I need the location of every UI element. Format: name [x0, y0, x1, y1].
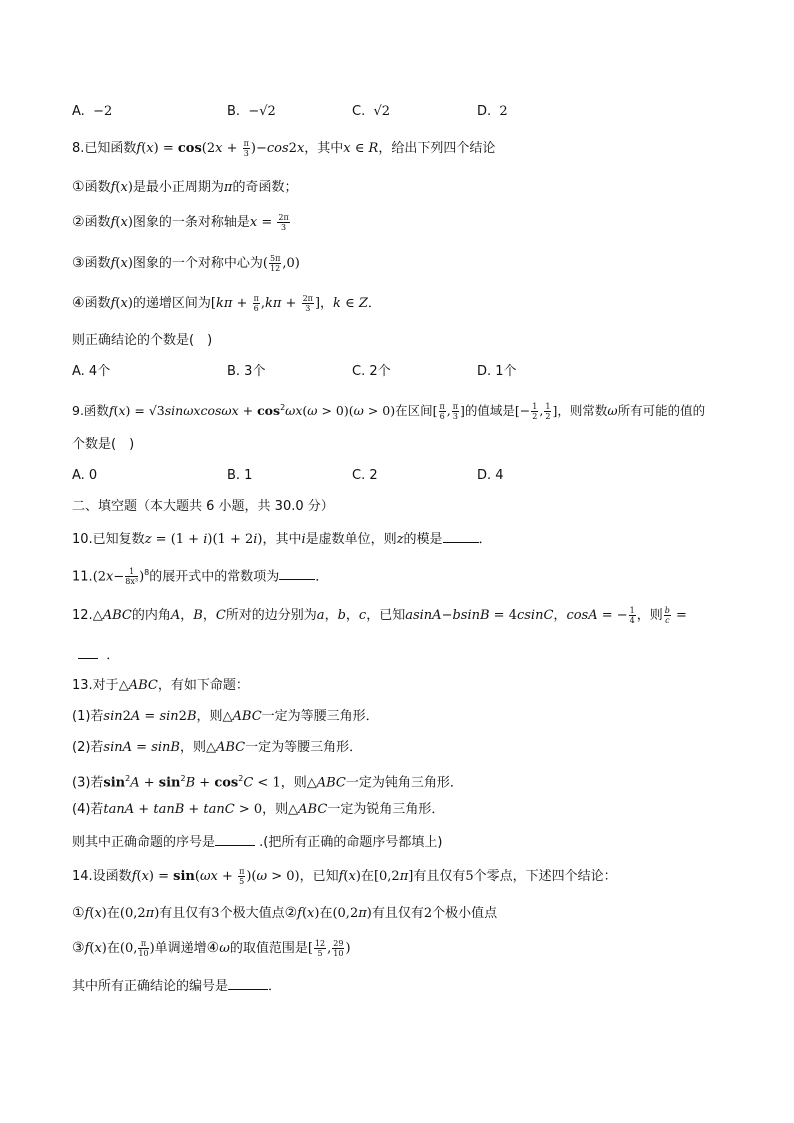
q14-stem: 14.设函数f(x) = sin(ωx + $\frac{\pi}{5}$ )(ω > 0)，已知f(x)在[0,2π]有且仅有5个零点，下述四个结论：: [72, 867, 617, 886]
q13-prop-1: (1)若sin2A = sin2B，则△ABC一定为等腰三角形．: [72, 709, 379, 724]
q12: 12.△ABC的内角A，B，C所对的边分别为a，b，c，已知asinA−bsinB = 4csinC，cosA = − $\frac{1}{4}$ ，则 $\frac{b}{c}$ =: [72, 606, 687, 625]
q13-stem: 13.对于△ABC，有如下命题：: [72, 678, 249, 693]
q10: 10.已知复数z = (1 + i)(1 + 2i)，其中i是虚数单位，则z的模是 ．: [72, 528, 492, 550]
q13-prop-4: (4)若tanA + tanB + tanC > 0，则△ABC一定为锐角三角形．: [72, 802, 445, 817]
q13-prop-3: (3)若$\sin^2A + \sin^2B + \cos^2C < 1$，则△ABC一定为钝角三角形．: [72, 774, 463, 791]
q7-option-c: C. √2: [352, 104, 391, 119]
q12-answer-blank: ．: [78, 644, 119, 666]
q14-conclusions-3-4: ③f(x)在(0, $\frac{\pi}{10}$ )单调递增④ω的取值范围是[ $\frac{12}{5}$ , $\frac{29}{10}$ ): [72, 939, 351, 958]
q7-option-b: B. −√2: [227, 104, 276, 119]
q8-option-c: C. 2个: [352, 364, 391, 379]
q8-option-d: D. 1个: [477, 364, 517, 379]
q8-option-b: B. 3个: [227, 364, 266, 379]
q9-stem: 9.函数$f(x) = √3\sin\omega xcos\omega x + \cos^2\omega x(\omega > 0)(\omega > 0)$在区间[ $\frac{\pi}{6}$ , $\frac{\pi}{3}$ ]的值域是[− $\frac{1}{2}$ , $\frac{1}{2}$ ]，则常数ω所有可能的值的: [72, 402, 706, 422]
q7-option-d: D. 2: [477, 104, 508, 119]
q8-option-a: A. 4个: [72, 364, 111, 379]
q13-ask: 则其中正确命题的序号是 .(把所有正确的命题序号都填上): [72, 831, 442, 853]
q8-stem: 8.已知函数f(x) = cos(2x + $\frac{\pi}{3}$ )−cos2x，其中x ∈ R，给出下列四个结论: [72, 139, 496, 158]
q14-conclusions-1-2: ①f(x)在(0,2π)有且仅有3个极大值点②f(x)在(0,2π)有且仅有2个极小值点: [72, 905, 498, 921]
q8-ask: 则正确结论的个数是( ): [72, 333, 213, 348]
q8-conclusion-3: ③函数f(x)图象的一个对称中心为( $\frac{5\pi}{12}$ ,0): [72, 254, 300, 273]
section-heading: 二、填空题（本大题共 6 小题，共 30.0 分）: [72, 499, 334, 514]
q9-option-c: C. 2: [352, 468, 378, 483]
q7-option-a: A. −2: [72, 104, 113, 119]
q8-conclusion-4: ④函数f(x)的递增区间为[kπ + $\frac{\pi}{6}$ ,kπ + $\frac{2\pi}{3}$ ]，k ∈ Z．: [72, 294, 381, 313]
q11: 11.(2x− $\frac{1}{\text{8x³}}$ )$^8$的展开式中的常数项为 ．: [72, 567, 329, 587]
q9-option-b: B. 1: [227, 468, 253, 483]
q9-option-d: D. 4: [477, 468, 504, 483]
q14-ask: 其中所有正确结论的编号是 ．: [72, 975, 281, 997]
q9-option-a: A. 0: [72, 468, 98, 483]
q8-conclusion-2: ②函数f(x)图象的一条对称轴是x = $\frac{2\pi}{3}$: [72, 213, 289, 232]
q13-prop-2: (2)若sinA = sinB，则△ABC一定为等腰三角形．: [72, 740, 363, 755]
q9-stem-cont: 个数是( ): [72, 437, 135, 452]
q8-conclusion-1: ①函数f(x)是最小正周期为π的奇函数；: [72, 179, 298, 195]
